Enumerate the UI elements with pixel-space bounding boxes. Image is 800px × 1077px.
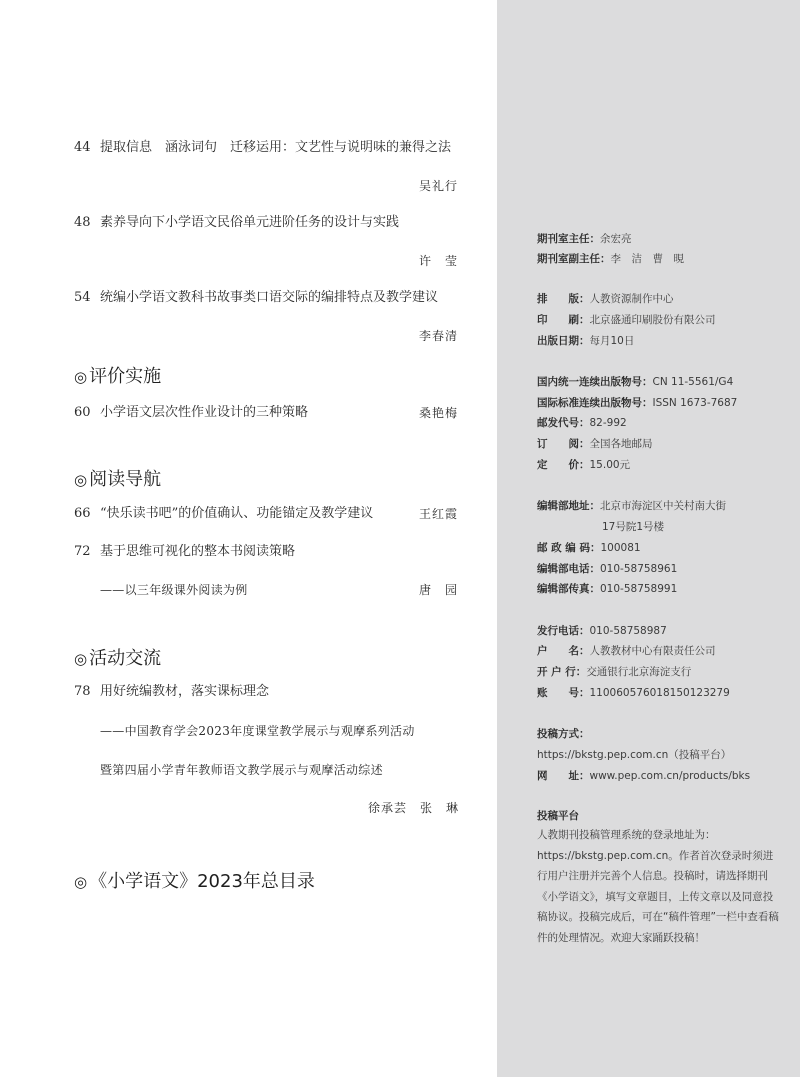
article-author: 王红霞 (419, 507, 459, 521)
toc-entry-72[interactable] (74, 544, 295, 560)
masthead-account: 账 号：110060576018150123279 (537, 687, 730, 699)
website-link[interactable]: 网 址：www.pep.com.cn/products/bks (537, 770, 751, 782)
section-heading-annual-index[interactable] (74, 871, 315, 893)
section-heading-activity (74, 648, 161, 670)
masthead-print: 印 刷：北京盛通印刷股份有限公司 (537, 314, 716, 326)
page-number: 54 (74, 290, 91, 305)
article-author: 许 莹 (419, 254, 459, 268)
article-title: 小学语文层次性作业设计的三种策略 (100, 405, 309, 420)
submission-link[interactable]: https://bkstg.pep.com.cn（投稿平台） (537, 749, 732, 761)
circle-mark-icon: ◎ (74, 368, 88, 386)
masthead-address: 编辑部地址：北京市海淀区中关村南大街 (537, 500, 726, 512)
article-author: 吴礼行 (419, 179, 459, 193)
article-title: “快乐读书吧”的价值确认、功能锚定及教学建议 (100, 506, 374, 521)
toc-entry-44[interactable] (74, 140, 451, 156)
masthead-submit-method: 投稿方式： (537, 728, 590, 740)
article-subtitle: ——以三年级课外阅读为例 (100, 583, 248, 597)
article-title: 提取信息 涵泳词句 迁移运用：文艺性与说明味的兼得之法 (100, 140, 452, 155)
article-title: 基于思维可视化的整本书阅读策略 (100, 544, 296, 559)
toc-entry-54[interactable] (74, 290, 438, 306)
section-heading-reading (74, 469, 161, 491)
page-number: 60 (74, 405, 91, 420)
article-subtitle: ——中国教育学会2023年度课堂教学展示与观摩系列活动 (100, 724, 415, 738)
masthead-editor: 期刊室主任：余宏亮 (537, 233, 632, 245)
masthead-price: 定 价：15.00元 (537, 459, 631, 471)
page-number: 78 (74, 684, 91, 699)
article-author: 徐承芸 张 琳 (368, 801, 460, 815)
masthead-zip: 邮 政 编 码：100081 (537, 542, 641, 554)
toc-entry-60[interactable] (74, 405, 308, 421)
page-number: 48 (74, 215, 91, 230)
section-title: 活动交流 (89, 648, 162, 669)
article-title: 用好统编教材，落实课标理念 (100, 684, 270, 699)
masthead-issn: 国际标准连续出版物号：ISSN 1673-7687 (537, 397, 738, 409)
masthead-account-name: 户 名：人教教材中心有限责任公司 (537, 645, 716, 657)
masthead-distribution: 发行电话：010-58758987 (537, 625, 667, 637)
circle-mark-icon: ◎ (74, 471, 88, 489)
page-number: 66 (74, 506, 91, 521)
page-number: 44 (74, 140, 91, 155)
masthead-fax: 编辑部传真：010-58758991 (537, 583, 678, 595)
toc-entry-48[interactable] (74, 215, 399, 231)
section-heading-evaluation (74, 366, 161, 388)
article-author: 桑艳梅 (419, 406, 459, 420)
masthead-date: 出版日期：每月10日 (537, 335, 635, 347)
section-title: 阅读导航 (89, 469, 162, 490)
circle-mark-icon: ◎ (74, 873, 88, 891)
masthead-bank: 开 户 行：交通银行北京海淀支行 (537, 666, 692, 678)
section-title: 《小学语文》2023年总目录 (89, 871, 315, 892)
masthead-cn: 国内统一连续出版物号：CN 11-5561/G4 (537, 376, 734, 388)
article-subtitle-2: 暨第四届小学青年教师语文教学展示与观摩活动综述 (100, 763, 383, 777)
circle-mark-icon: ◎ (74, 650, 88, 668)
masthead-layout: 排 版：人教资源制作中心 (537, 293, 674, 305)
page-number: 72 (74, 544, 91, 559)
masthead-deputy: 期刊室副主任：李 洁 曹 晛 (537, 253, 684, 265)
platform-description: 人教期刊投稿管理系统的登录地址为：https://bkstg.pep.com.cn。作者首次登录时须进行用户注册并完善个人信息。投稿时，请选择期刊《小学语文》，填写文章题目，上传文章以及同意投稿协议。投稿完成后，可在“稿件管理”一栏中查看稿件的处理情况。欢迎大家踊跃投稿！ (537, 829, 779, 944)
toc-entry-66[interactable] (74, 506, 373, 522)
platform-title: 投稿平台 (537, 810, 579, 822)
article-author: 李春清 (419, 329, 459, 343)
masthead-order: 订 阅：全国各地邮局 (537, 438, 653, 450)
masthead-tel: 编辑部电话：010-58758961 (537, 563, 678, 575)
article-title: 统编小学语文教科书故事类口语交际的编排特点及教学建议 (100, 290, 439, 305)
toc-entry-78[interactable] (74, 684, 269, 700)
section-title: 评价实施 (89, 366, 162, 387)
article-author: 唐 园 (419, 583, 459, 597)
article-title: 素养导向下小学语文民俗单元进阶任务的设计与实践 (100, 215, 400, 230)
masthead-post: 邮发代号：82-992 (537, 417, 627, 429)
